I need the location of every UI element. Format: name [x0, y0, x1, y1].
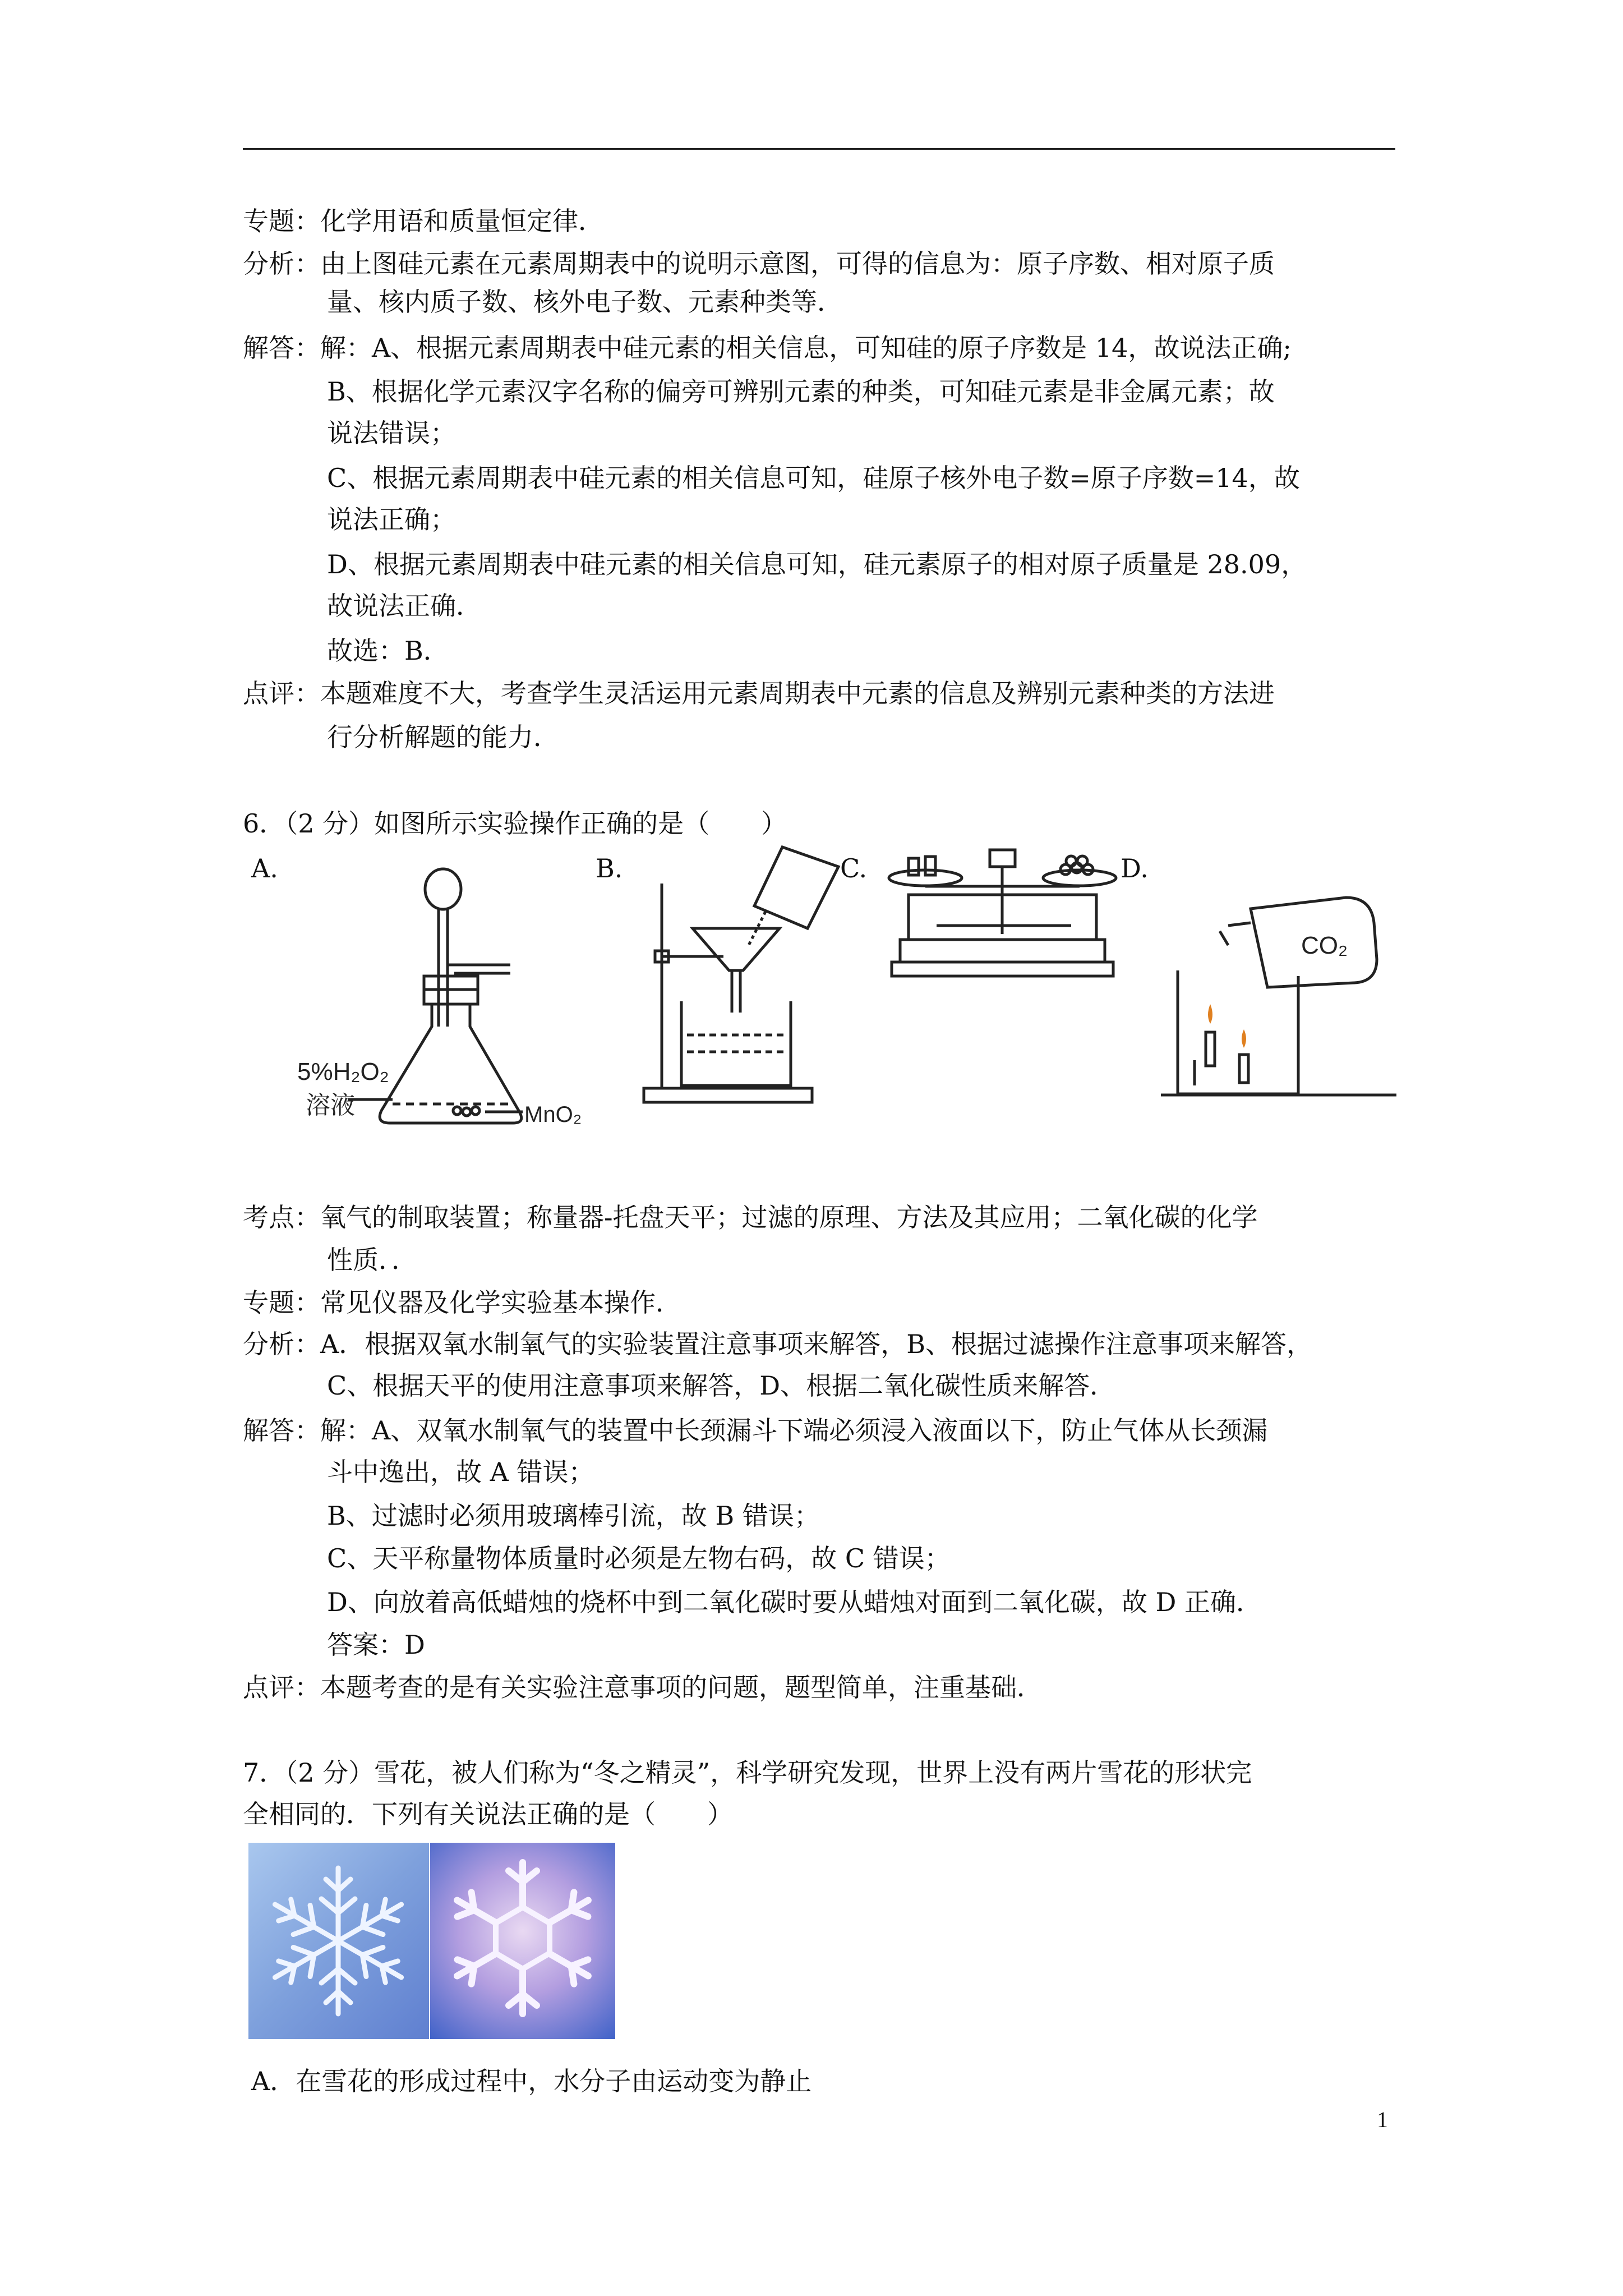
figure-d-co2-candles: [1161, 892, 1396, 1099]
question-7-option-a: A．在雪花的形成过程中，水分子由运动变为静止: [251, 2066, 812, 2096]
q6-answer-c: C、天平称量物体质量时必须是左物右码，故 C 错误；: [327, 1543, 951, 1573]
figd-label-co2: CO₂: [1301, 932, 1348, 959]
q6-analysis-line: 分析：A．根据双氧水制氧气的实验装置注意事项来解答，B、根据过滤操作注意事项来解答，: [243, 1329, 1313, 1359]
snowflake-photo-2: [430, 1843, 615, 2039]
figa-label-mno2: MnO₂: [524, 1102, 582, 1127]
q6-answer-line: 解答：解：A、双氧水制氧气的装置中长颈漏斗下端必须浸入液面以下，防止气体从长颈漏: [243, 1415, 1268, 1446]
analysis-line: 分析：由上图硅元素在元素周期表中的说明示意图，可得的信息为：原子序数、相对原子质: [243, 249, 1275, 279]
figa-label-h2o2: 5%H₂O₂: [297, 1058, 389, 1085]
comment-line-cont: 行分析解题的能力．: [327, 722, 559, 752]
answer-line: 解答：解：A、根据元素周期表中硅元素的相关信息，可知硅的原子序数是 14，故说法正确;: [243, 333, 1292, 363]
topic-line: 专题：化学用语和质量恒定律．: [243, 206, 604, 236]
header-rule: [243, 148, 1395, 150]
q6-keypoint-cont: 性质．．: [327, 1245, 417, 1275]
answer-line-d: D、根据元素周期表中硅元素的相关信息可知，硅元素原子的相对原子质量是 28.09，: [327, 549, 1307, 579]
answer-line-d-cont: 故说法正确．: [327, 591, 482, 621]
q6-answer-b: B、过滤时必须用玻璃棒引流，故 B 错误；: [327, 1501, 820, 1531]
option-b-label: B.: [596, 853, 623, 884]
q6-keypoint-line: 考点：氧气的制取装置；称量器-托盘天平；过滤的原理、方法及其应用；二氧化碳的化学: [243, 1202, 1258, 1232]
option-a-label: A.: [251, 853, 278, 884]
answer-line-c: C、根据元素周期表中硅元素的相关信息可知，硅原子核外电子数=原子序数=14，故: [327, 463, 1300, 493]
analysis-line-cont: 量、核内质子数、核外电子数、元素种类等．: [327, 287, 843, 317]
option-c-label: C.: [840, 853, 868, 884]
figure-c-balance: [886, 844, 1122, 1013]
question-7-stem: 7．（2 分）雪花，被人们称为“冬之精灵”，科学研究发现，世界上没有两片雪花的形状完: [243, 1757, 1252, 1788]
answer-line-b: B、根据化学元素汉字名称的偏旁可辨别元素的种类，可知硅元素是非金属元素；故: [327, 376, 1275, 407]
comment-line: 点评：本题难度不大，考查学生灵活运用元素周期表中元素的信息及辨别元素种类的方法进: [243, 678, 1275, 708]
figa-label-solution: 溶液: [306, 1092, 355, 1119]
answer-choice: 故选：B．: [327, 636, 449, 666]
question-6-stem: 6．（2 分）如图所示实验操作正确的是（ ）: [243, 808, 787, 839]
snowflake-photo-1: [248, 1843, 429, 2039]
figure-a-oxygen-apparatus: [292, 858, 606, 1139]
q6-comment-line: 点评：本题考查的是有关实验注意事项的问题，题型简单，注重基础．: [243, 1672, 1043, 1703]
q6-analysis-cont: C、根据天平的使用注意事项来解答，D、根据二氧化碳性质来解答．: [327, 1370, 1116, 1401]
answer-line-b-cont: 说法错误；: [327, 418, 456, 448]
q6-topic-line: 专题：常见仪器及化学实验基本操作．: [243, 1287, 681, 1318]
page-number: 1: [1377, 2107, 1388, 2132]
option-d-label: D.: [1121, 853, 1149, 884]
q6-answer-cont: 斗中逸出，故 A 错误；: [327, 1457, 594, 1487]
figure-b-filtration: [639, 844, 852, 1108]
q6-answer-final: 答案：D: [327, 1630, 425, 1660]
q6-answer-d: D、向放着高低蜡烛的烧杯中到二氧化碳时要从蜡烛对面到二氧化碳，故 D 正确．: [327, 1587, 1262, 1617]
answer-line-c-cont: 说法正确；: [327, 504, 456, 535]
question-7-stem-cont: 全相同的．下列有关说法正确的是（ ）: [243, 1799, 733, 1829]
